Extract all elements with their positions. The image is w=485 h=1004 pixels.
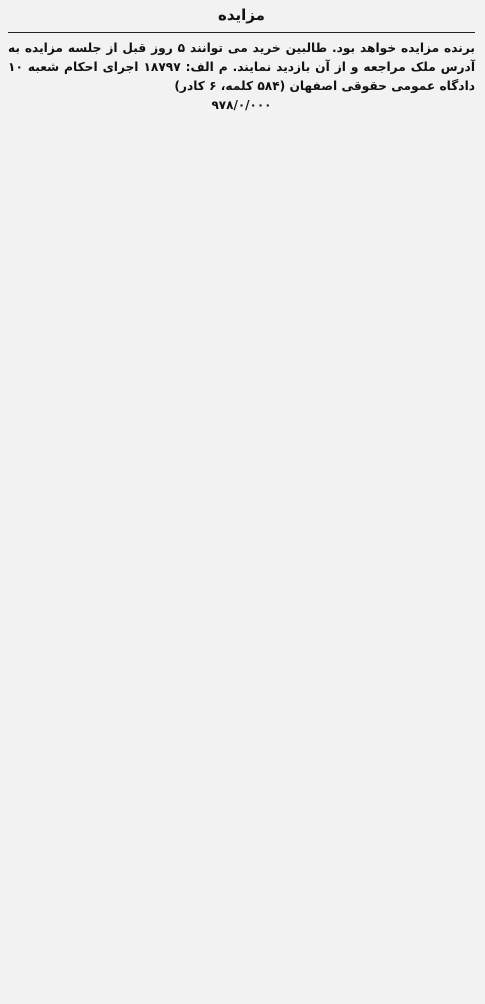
notice-code: ۹۷۸/۰/۰۰۰ [211, 97, 272, 112]
notice-footer: برنده مزایده خواهد بود. طالبین خرید می توانند ۵ روز قبل از جلسه مزایده به آدرس ملک مراجعه و از آن بازدید نمایند. م الف: ۱۸۷۹۷ اجرای احکام شعبه ۱۰ دادگاه عمومی حقوقی اصفهان (۵۸۴ کلمه، ۶ کادر) [8, 41, 475, 93]
divider [8, 32, 475, 33]
page-title: مزایده [218, 6, 265, 24]
